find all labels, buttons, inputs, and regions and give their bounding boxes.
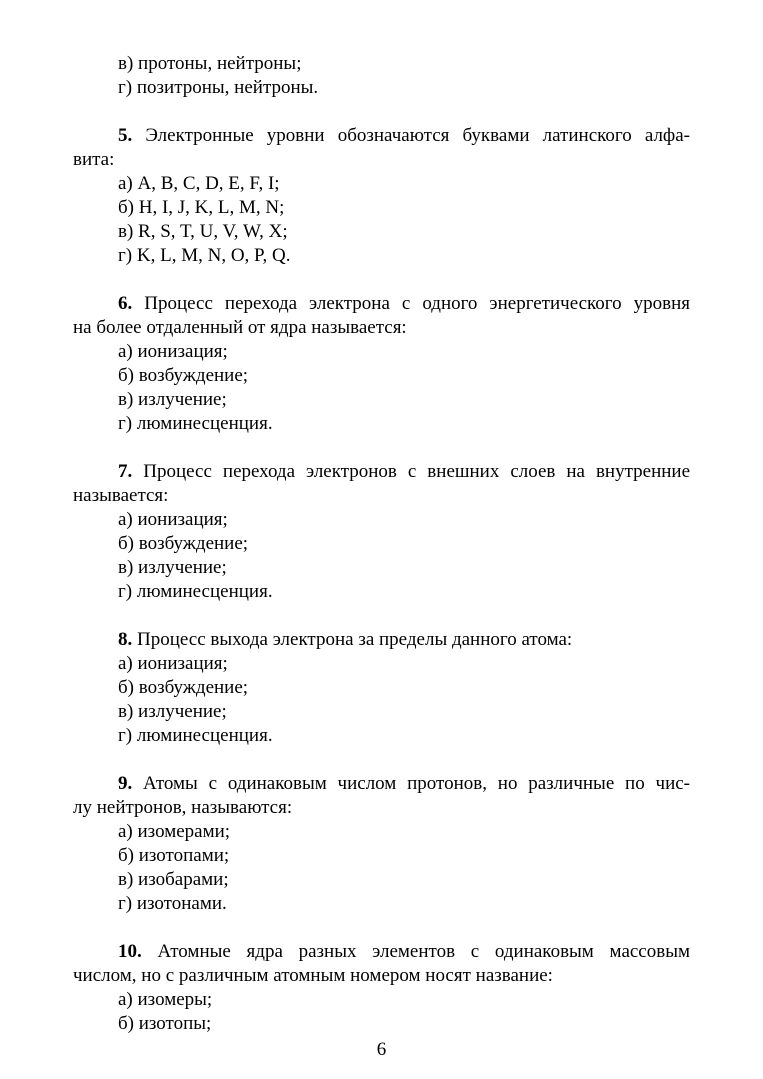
question-number: 10. [118,941,142,962]
question-stem [73,460,690,484]
option: б) изотопами; [118,845,230,866]
question-text-line2: называется: [73,485,169,506]
option: а) изомеры; [118,989,213,1010]
question-text-line1: Процесс выхода электрона за пределы данного атома: [137,629,573,650]
option: а) ионизация; [118,341,228,362]
question-number: 6. [118,293,133,314]
option: в) изобарами; [118,869,229,890]
document-page [73,52,690,1036]
question-stem [73,628,690,652]
question-9 [73,772,690,916]
question-text-line1: Процесс перехода электронов с внешних слоев на внутренние [143,461,691,482]
question-stem [73,940,690,964]
option: г) люминесценция. [118,413,273,434]
question-stem [73,772,690,796]
option: г) K, L, M, N, O, P, Q. [118,245,291,266]
question-number: 9. [118,773,133,794]
question-text-line2: на более отдаленный от ядра называется: [73,317,407,338]
question-text-line2: лу нейтронов, называются: [73,797,293,818]
carryover-options [73,52,690,100]
question-stem [73,292,690,316]
option: в) излучение; [118,557,227,578]
question-5 [73,124,690,268]
page-number: 6 [376,1039,387,1060]
option: б) изотопы; [118,1013,212,1034]
option: в) излучение; [118,701,227,722]
question-7 [73,460,690,604]
question-text-line1: Электронные уровни обозначаются буквами латинского алфа- [145,125,690,146]
option: г) изотонами. [118,893,227,914]
option: а) A, B, C, D, E, F, I; [118,173,280,194]
option: г) люминесценция. [118,725,273,746]
option: а) ионизация; [118,653,228,674]
option: г) люминесценция. [118,581,273,602]
option: а) ионизация; [118,509,228,530]
option: б) возбуждение; [118,365,249,386]
question-text-line1: Атомы с одинаковым числом протонов, но различные по чис- [143,773,691,794]
option: в) R, S, T, U, V, W, X; [118,221,288,242]
option: а) изомерами; [118,821,231,842]
question-6 [73,292,690,436]
question-8 [73,628,690,748]
option: б) H, I, J, K, L, M, N; [118,197,285,218]
question-number: 5. [118,125,133,146]
option: б) возбуждение; [118,533,249,554]
option: г) позитроны, нейтроны. [118,77,319,98]
question-stem [73,124,690,148]
question-text-line2: числом, но с различным атомным номером носят название: [73,965,553,986]
question-number: 7. [118,461,133,482]
question-number: 8. [118,629,133,650]
question-text-line1: Процесс перехода электрона с одного энергетического уровня [144,293,690,314]
option: в) излучение; [118,389,227,410]
option: б) возбуждение; [118,677,249,698]
option: в) протоны, нейтроны; [118,53,302,74]
question-10 [73,940,690,1036]
question-text-line1: Атомные ядра разных элементов с одинаковым массовым [157,941,690,962]
question-text-line2: вита: [73,149,115,170]
